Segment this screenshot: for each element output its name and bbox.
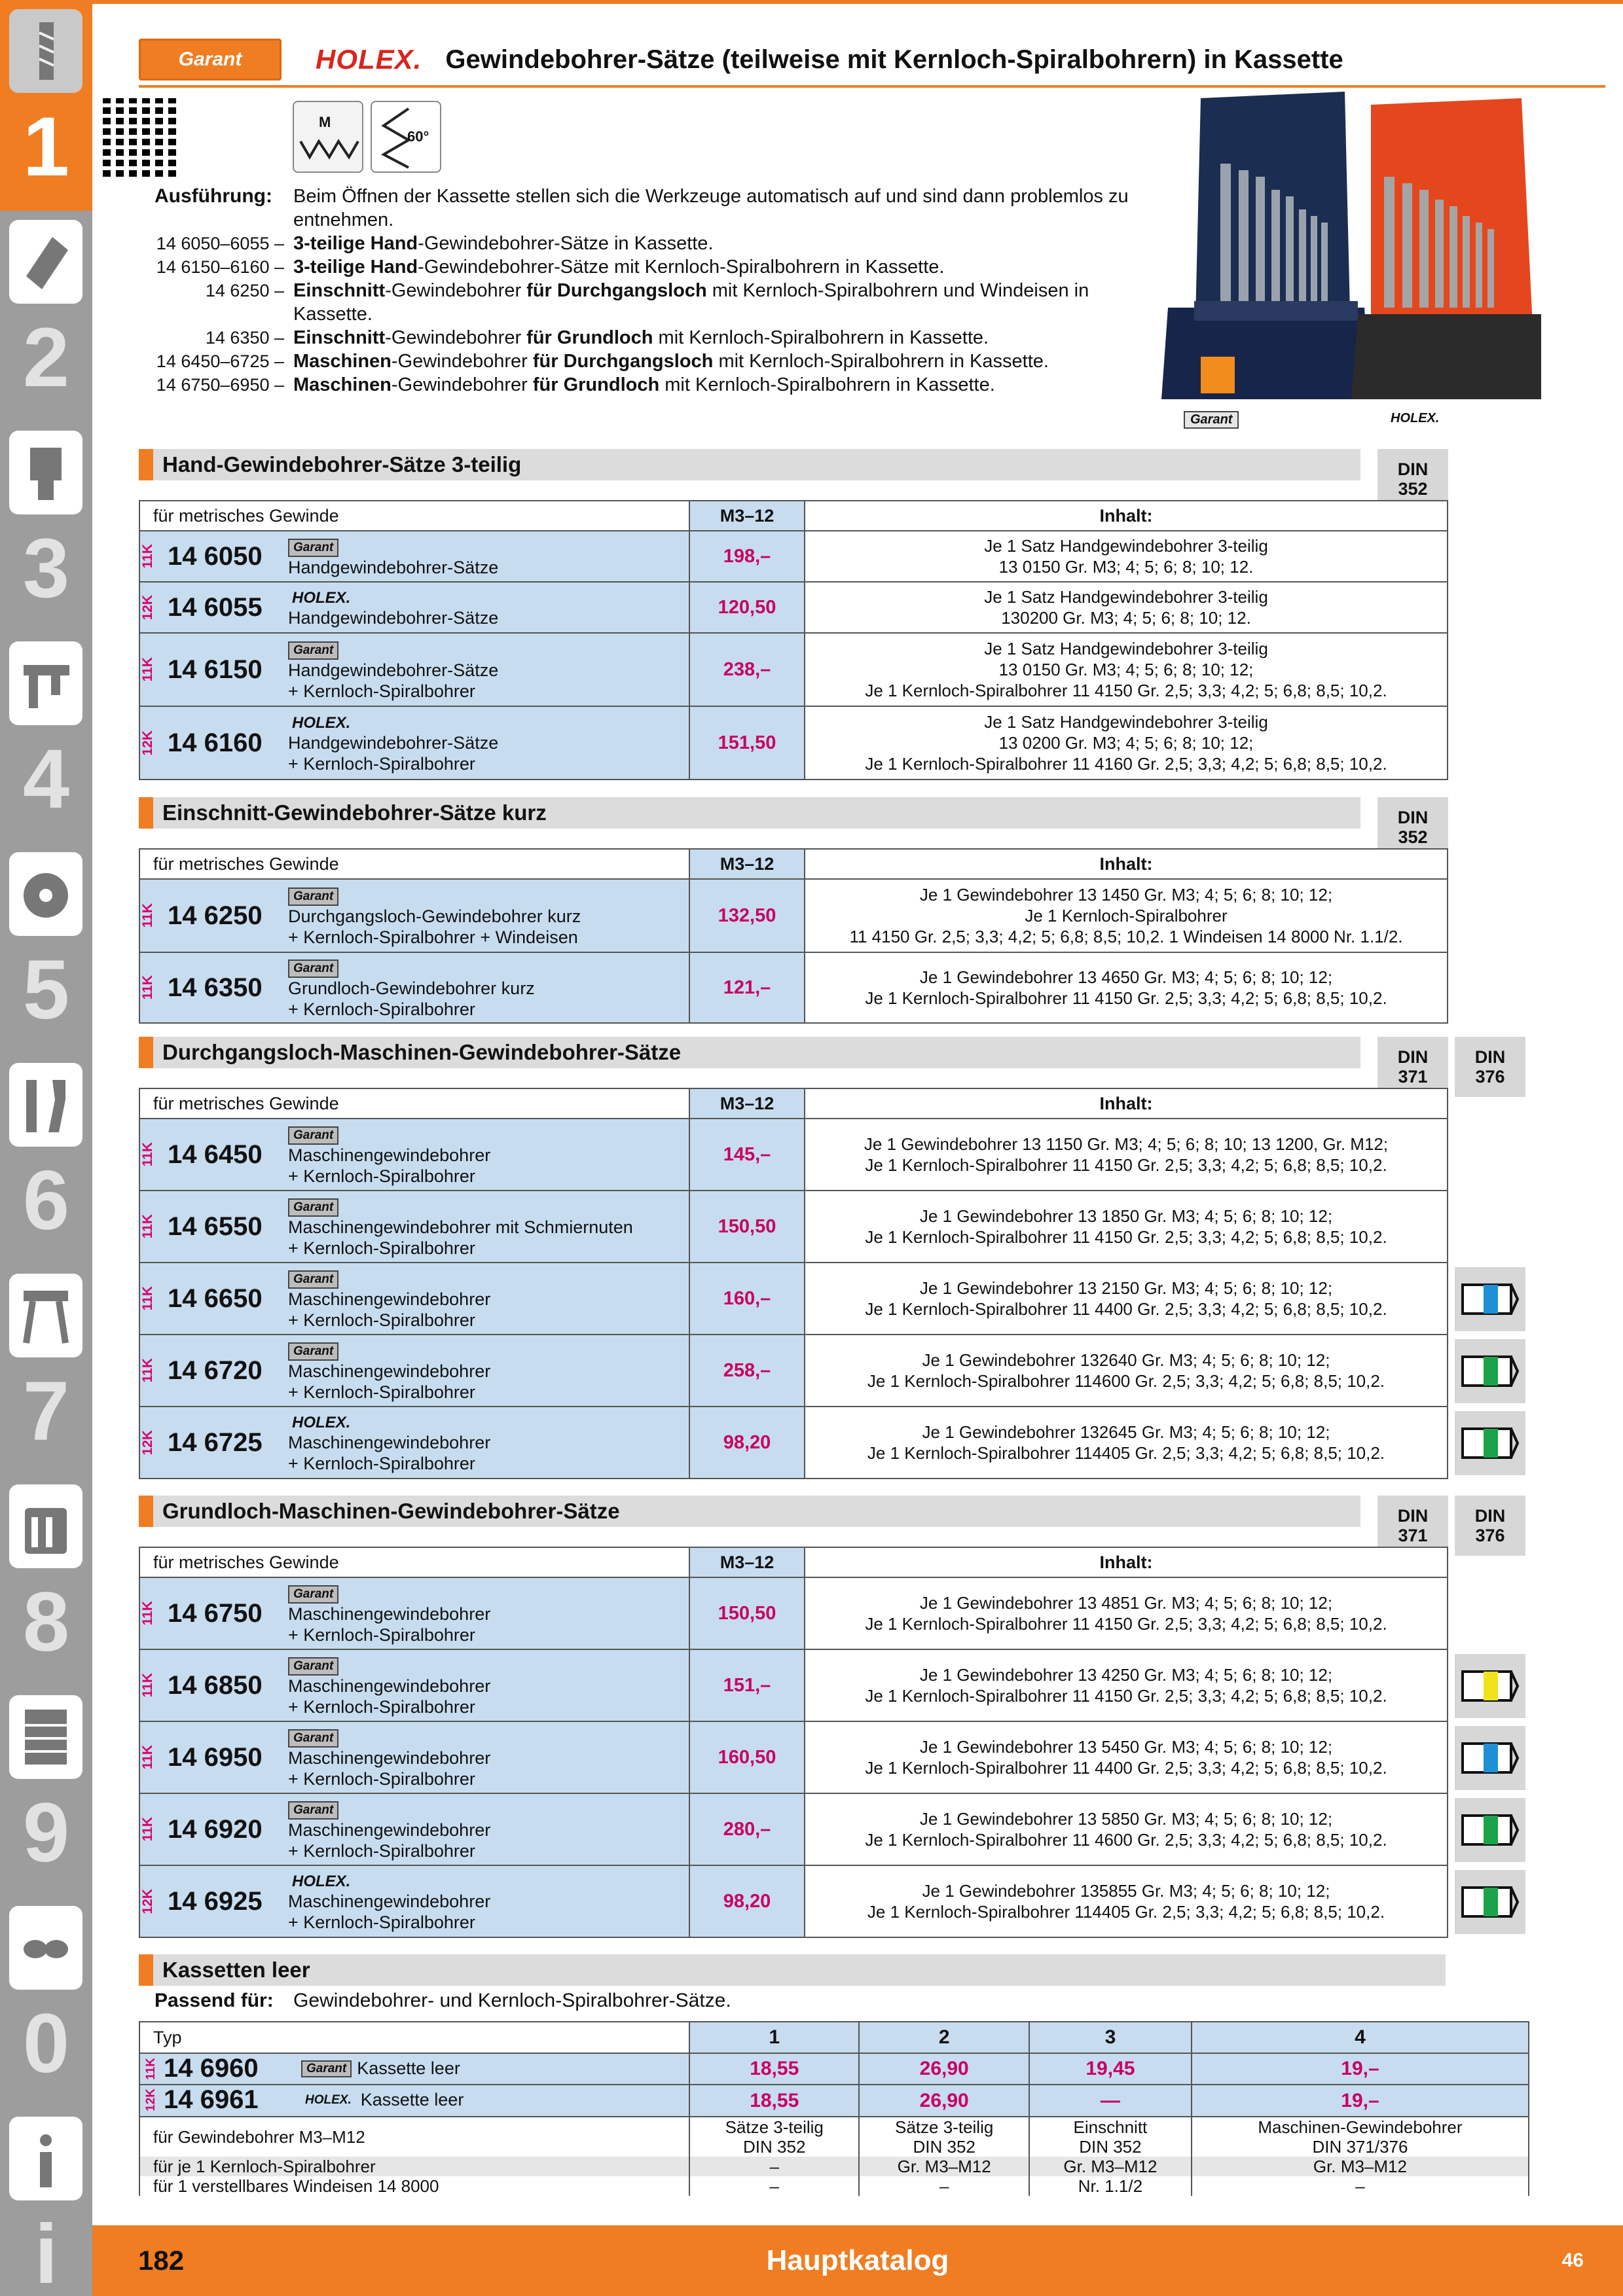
contents: Je 1 Gewindebohrer 13 2150 Gr. M3; 4; 5; 6; 8; 10; 12; Je 1 Kernloch-Spiralbohrer 11 4400 Gr. 2,5; 3,3; 4,2; 5; 6,8; 8,5; 10,2. (805, 1263, 1448, 1335)
catalog-name: Hauptkatalog (766, 2244, 949, 2276)
brand-logo: Garant (288, 960, 338, 978)
article-description: Garant Maschinengewindebohrer mit Schmiernuten + Kernloch-Spiralbohrer (288, 1194, 633, 1259)
article-description: Garant Maschinengewindebohrer + Kernloch-Spiralbohrer (288, 1266, 490, 1331)
article-description: HOLEX. Maschinengewindebohrer + Kernloch-Spiralbohrer (288, 1414, 491, 1473)
article-number: 14 6350 (168, 973, 263, 1002)
sidebar-chapter-2[interactable] (0, 211, 92, 422)
table-row[interactable] (139, 1119, 1448, 1191)
sidebar-chapter-0[interactable] (0, 1897, 92, 2108)
price-group: 11K (140, 1745, 155, 1770)
tap-color-ring-icon (1455, 1339, 1525, 1403)
brand-logo: Garant (288, 1270, 338, 1289)
table-row[interactable] (139, 1407, 1448, 1479)
info-row: für Gewindebohrer M3–M12 Sätze 3-teilig DIN 352 Sätze 3-teilig DIN 352 Einschnitt DIN 352 Maschinen-Gewindebohrer DIN 371/376 (139, 2117, 1529, 2157)
price-group: 12K (140, 730, 155, 756)
header-rule (139, 85, 1605, 88)
sidebar-chapter-9[interactable] (0, 1686, 92, 1897)
chapter-number: 0 (22, 1997, 70, 2090)
sidebar-chapter-4[interactable] (0, 632, 92, 843)
kassetten-table: Typ 1 2 3 4 11K 14 6960 Garant Kassette leer 18,55 26,90 19,45 19,– 12K 14 6961 HOLEX. Kassette leer 18,55 26,90 — 19,– für Gewindebohrer M3–M12 Sätze 3-teilig DIN 352 Sätze 3-teilig DIN 352 Einschnitt DIN 352 Maschinen-Gewindebohrer DIN 371/376 für je 1 Kernloch-Spiralbohrer – Gr. M3–M12 Gr. M3–M12 Gr. M3–M12 für 1 verstellbares Windeisen 14 8000 – – Nr. 1.1/2 – (139, 2021, 1529, 2196)
article-number: 14 6950 (168, 1742, 263, 1772)
brand-logo: Garant (288, 1585, 338, 1604)
chapter-number: 8 (22, 1575, 70, 1669)
price-group: 11K (140, 1358, 155, 1383)
product-table-2: für metrisches Gewinde M3–12 Inhalt: 11K 14 6250 Garant Durchgangsloch-Gewindebohrer kurz + Kernloch-Spiralbohrer + Windeisen 132,50 Je 1 Gewindebohrer 13 1450 Gr. M3; 4; 5; 6; 8; 10; 12; Je 1 Kernloch-Spiralbohrer 11 4150 Gr. 2,5; 3,3; 4,2; 5; 6,8; 8,5; 10,2. 1 Windeisen 14 8000 Nr. 1.1/2. 11K 14 6350 Garant Grundloch-Gewindebohrer kurz + Kernloch-Spiralbohrer 121,– Je 1 Gewindebohrer 13 4650 Gr. M3; 4; 5; 6; 8; 10; 12; Je 1 Kernloch-Spiralbohrer 11 4150 Gr. 2,5; 3,3; 4,2; 5; 6,8; 8,5; 10,2. (139, 848, 1448, 1024)
page-header (139, 37, 1343, 82)
brand-logo: HOLEX. (292, 1873, 351, 1890)
article-number: 14 6450 (168, 1139, 263, 1169)
contents: Je 1 Gewindebohrer 13 1450 Gr. M3; 4; 5; 6; 8; 10; 12; Je 1 Kernloch-Spiralbohrer 11 4150 Gr. 2,5; 3,3; 4,2; 5; 6,8; 8,5; 10,2. 1 Windeisen 14 8000 Nr. 1.1/2. (805, 879, 1448, 952)
price: 151,– (689, 1649, 805, 1721)
article-description: HOLEX. Maschinengewindebohrer + Kernloch-Spiralbohrer (288, 1873, 491, 1932)
brand-logo: Garant (288, 539, 338, 557)
contents: Je 1 Gewindebohrer 13 4851 Gr. M3; 4; 5; 6; 8; 10; 12; Je 1 Kernloch-Spiralbohrer 11 4150 Gr. 2,5; 3,3; 4,2; 5; 6,8; 8,5; 10,2. (805, 1577, 1448, 1649)
chapter-number: 4 (22, 732, 70, 826)
article-description: HOLEX. Handgewindebohrer-Sätze (288, 589, 499, 628)
contents: Je 1 Gewindebohrer 13 4250 Gr. M3; 4; 5; 6; 8; 10; 12; Je 1 Kernloch-Spiralbohrer 11 4150 Gr. 2,5; 3,3; 4,2; 5; 6,8; 8,5; 10,2. (805, 1649, 1448, 1721)
price: 98,20 (689, 1865, 805, 1937)
article-description: Garant Handgewindebohrer-Sätze (288, 535, 498, 578)
contents: Je 1 Satz Handgewindebohrer 3-teilig 13 0200 Gr. M3; 4; 5; 6; 8; 10; 12; Je 1 Kernloch-Spiralbohrer 11 4160 Gr. 2,5; 3,3; 4,2; 5; 6,8; 8,5; 10,2. (805, 706, 1448, 780)
table-row[interactable] (139, 633, 1448, 706)
table-row[interactable]: 11K 14 6960 Garant Kassette leer 18,55 26,90 19,45 19,– (139, 2053, 1529, 2085)
grinding-disc-icon (9, 852, 82, 936)
price: 160,50 (689, 1721, 805, 1793)
article-description: Garant Maschinengewindebohrer + Kernloch-Spiralbohrer (288, 1797, 490, 1861)
chapter-number: i (34, 2208, 58, 2296)
price: 150,50 (689, 1191, 805, 1263)
table-row[interactable] (139, 1263, 1448, 1335)
contents: Je 1 Gewindebohrer 13 5450 Gr. M3; 4; 5; 6; 8; 10; 12; Je 1 Kernloch-Spiralbohrer 11 4400 Gr. 2,5; 3,3; 4,2; 5; 6,8; 8,5; 10,2. (805, 1721, 1448, 1793)
price-group: 11K (140, 1142, 155, 1167)
brand-logo: Garant (288, 1729, 338, 1748)
brand-logo: Garant (288, 1801, 338, 1820)
ausfuehrung-row: 14 6350 – Einschnitt-Gewindebohrer für Grundloch mit Kernloch-Spiralbohrern in Kassette. (205, 327, 989, 348)
chapter-number: 6 (22, 1154, 70, 1247)
article-description: Garant Durchgangsloch-Gewindebohrer kurz + Kernloch-Spiralbohrer + Windeisen (288, 884, 581, 948)
sidebar-chapter-7[interactable] (0, 1265, 92, 1475)
table-row[interactable] (139, 1577, 1448, 1649)
table-row[interactable] (139, 706, 1448, 780)
contents: Je 1 Satz Handgewindebohrer 3-teilig 130200 Gr. M3; 4; 5; 6; 8; 10; 12. (805, 582, 1448, 633)
article-description: Garant Handgewindebohrer-Sätze + Kernloch-Spiralbohrer (288, 637, 498, 702)
sidebar-chapter-5[interactable] (0, 843, 92, 1054)
price-group: 11K (140, 975, 155, 1000)
section-heading-kassetten: Kassetten leer (139, 1954, 1446, 1986)
article-description: Garant Maschinengewindebohrer + Kernloch-Spiralbohrer (288, 1725, 490, 1789)
insert-icon (9, 220, 82, 304)
article-number: 14 6725 (168, 1427, 263, 1457)
price: 121,– (689, 952, 805, 1023)
ausfuehrung-row: 14 6050–6055 – 3-teilige Hand-Gewindebohrer-Sätze in Kassette. (156, 233, 714, 254)
brand-logo: Garant (288, 1342, 338, 1361)
section-heading-4: Grundloch-Maschinen-Gewindebohrer-Sätze (139, 1496, 1360, 1527)
contents: Je 1 Gewindebohrer 132645 Gr. M3; 4; 5; 6; 8; 10; 12; Je 1 Kernloch-Spiralbohrer 114405 Gr. 2,5; 3,3; 4,2; 5; 6,8; 8,5; 10,2. (805, 1407, 1448, 1479)
price: 19,45 (1029, 2053, 1192, 2085)
tap-color-ring-icon (1455, 1411, 1525, 1475)
wrench-icon (9, 1063, 82, 1147)
din-badge: DIN 376 (1455, 1037, 1525, 1097)
chapter-number: 9 (22, 1786, 70, 1880)
drill-icon (9, 9, 82, 93)
price: 18,55 (689, 2085, 859, 2117)
price-group: 11K (140, 1214, 155, 1239)
price: 26,90 (859, 2085, 1029, 2117)
brand-logo: Garant (288, 1657, 338, 1676)
article-number: 14 6850 (168, 1670, 263, 1700)
caliper-icon (9, 641, 82, 725)
ausfuehrung-row: 14 6750–6950 – Maschinen-Gewindebohrer für Grundloch mit Kernloch-Spiralbohrern in Kassette. (156, 374, 995, 395)
din-badge: DIN 376 (1455, 1496, 1525, 1556)
tap-color-ring-icon (1455, 1798, 1525, 1862)
sidebar-chapter-i[interactable] (0, 2108, 92, 2296)
article-number: 14 6250 (168, 901, 263, 930)
cabinet-icon (9, 1695, 82, 1779)
price-group: 11K (140, 657, 155, 682)
table-row[interactable] (139, 1793, 1448, 1865)
image-holex-logo: HOLEX. (1391, 411, 1440, 425)
article-description: Garant Maschinengewindebohrer + Kernloch-Spiralbohrer (288, 1581, 490, 1645)
chapter-number: 1 (22, 100, 70, 194)
price: 160,– (689, 1263, 805, 1335)
table-row[interactable]: 12K 14 6961 HOLEX. Kassette leer 18,55 26,90 — 19,– (139, 2085, 1529, 2117)
din-badge: DIN 371 (1377, 1037, 1448, 1097)
price: 145,– (689, 1119, 805, 1191)
sidebar-chapter-8[interactable] (0, 1475, 92, 1686)
table-row[interactable] (139, 1335, 1448, 1407)
info-row: für 1 verstellbares Windeisen 14 8000 – – Nr. 1.1/2 – (139, 2176, 1529, 2196)
price-group: 11K (140, 1286, 155, 1311)
sidebar-chapter-3[interactable] (0, 422, 92, 632)
info-icon (9, 2117, 82, 2200)
article-number: 14 6720 (168, 1355, 263, 1385)
table-row[interactable] (139, 531, 1448, 582)
ausfuehrung-text: Beim Öffnen der Kassette stellen sich die Werkzeuge automatisch auf und sind dann problemlos zu entnehmen. (293, 186, 1129, 230)
price-group: 11K (140, 1673, 155, 1698)
thread-angle-icon: 60° (371, 101, 441, 173)
brand-logo: HOLEX. (292, 589, 351, 607)
article-number: 14 6160 (168, 728, 263, 757)
passend-fuer: Passend für: Gewindebohrer- und Kernloch-Spiralbohrer-Sätze. (155, 1990, 731, 2011)
brand-logo: HOLEX. (292, 714, 351, 732)
article-number: 14 6150 (168, 655, 263, 684)
table-row[interactable] (139, 1649, 1448, 1721)
page-number: 182 (138, 2245, 185, 2276)
price: 98,20 (689, 1407, 805, 1479)
price-group: 11K (140, 544, 155, 569)
ausfuehrung-block (155, 185, 1137, 397)
price: 19,– (1192, 2085, 1529, 2117)
contents: Je 1 Gewindebohrer 13 4650 Gr. M3; 4; 5; 6; 8; 10; 12; Je 1 Kernloch-Spiralbohrer 11 4150 Gr. 2,5; 3,3; 4,2; 5; 6,8; 8,5; 10,2. (805, 952, 1448, 1023)
info-row: für je 1 Kernloch-Spiralbohrer – Gr. M3–M12 Gr. M3–M12 Gr. M3–M12 (139, 2157, 1529, 2176)
garant-logo: Garant (139, 39, 282, 81)
image-garant-logo: Garant (1184, 411, 1239, 429)
article-number: 14 6750 (168, 1598, 263, 1628)
sidebar-chapter-6[interactable] (0, 1054, 92, 1265)
table-row[interactable] (139, 1721, 1448, 1793)
sidebar-chapter-1[interactable] (0, 0, 92, 211)
table-row[interactable] (139, 1865, 1448, 1937)
section-heading-2: Einschnitt-Gewindebohrer-Sätze kurz (139, 797, 1360, 829)
table-row[interactable] (139, 582, 1448, 633)
price: — (1029, 2085, 1192, 2117)
brand-logo: Garant (288, 641, 338, 660)
price-group: 11K (140, 1817, 155, 1842)
contents: Je 1 Gewindebohrer 13 1150 Gr. M3; 4; 5; 6; 8; 10; 13 1200, Gr. M12; Je 1 Kernloch-Spiralbohrer 11 4150 Gr. 2,5; 3,3; 4,2; 5; 6,8; 8,5; 10,2. (805, 1119, 1448, 1191)
brand-logo: Garant (288, 888, 338, 906)
ausfuehrung-row: 14 6250 – Einschnitt-Gewindebohrer für Durchgangsloch mit Kernloch-Spiralbohrern und Windeisen in Kassette. (205, 280, 1089, 325)
table-row[interactable] (139, 879, 1448, 952)
safety-glasses-icon (9, 1906, 82, 1990)
brand-logo: Garant (288, 1126, 338, 1145)
metric-thread-icon: M (293, 101, 363, 173)
article-number: 14 6925 (168, 1886, 263, 1916)
price: 132,50 (689, 879, 805, 952)
article-number: 14 6050 (168, 541, 263, 571)
article-number: 14 6550 (168, 1211, 263, 1241)
article-number: 14 6920 (168, 1814, 263, 1844)
tap-color-ring-icon (1455, 1267, 1525, 1331)
chapter-number: 7 (22, 1365, 70, 1458)
toolbox-icon (9, 1484, 82, 1568)
qr-code-icon[interactable] (103, 98, 181, 177)
price: 151,50 (689, 706, 805, 780)
tap-color-ring-icon (1455, 1726, 1525, 1790)
contents: Je 1 Gewindebohrer 135855 Gr. M3; 4; 5; 6; 8; 10; 12; Je 1 Kernloch-Spiralbohrer 114405 Gr. 2,5; 3,3; 4,2; 5; 6,8; 8,5; 10,2. (805, 1865, 1448, 1937)
tap-color-ring-icon (1455, 1654, 1525, 1718)
price: 19,– (1192, 2053, 1529, 2085)
product-table-3: für metrisches Gewinde M3–12 Inhalt: 11K 14 6450 Garant Maschinengewindebohrer + Kernloch-Spiralbohrer 145,– Je 1 Gewindebohrer 13 1150 Gr. M3; 4; 5; 6; 8; 10; 13 1200, Gr. M12; Je 1 Kernloch-Spiralbohrer 11 4150 Gr. 2,5; 3,3; 4,2; 5; 6,8; 8,5; 10,2. 11K 14 6550 Garant Maschinengewindebohrer mit Schmiernuten + Kernloch-Spiralbohrer 150,50 Je 1 Gewindebohrer 13 1850 Gr. M3; 4; 5; 6; 8; 10; 12; Je 1 Kernloch-Spiralbohrer 11 4150 Gr. 2,5; 3,3; 4,2; 5; 6,8; 8,5; 10,2. 11K 14 6650 Garant Maschinengewindebohrer + Kernloch-Spiralbohrer 160,– Je 1 Gewindebohrer 13 2150 Gr. M3; 4; 5; 6; 8; 10; 12; Je 1 Kernloch-Spiralbohrer 11 4400 Gr. 2,5; 3,3; 4,2; 5; 6,8; 8,5; 10,2. 11K 14 6720 Garant Maschinengewindebohrer + Kernloch-Spiralbohrer 258,– Je 1 Gewindebohrer 132640 Gr. M3; 4; 5; 6; 8; 10; 12; Je 1 Kernloch-Spiralbohrer 114600 Gr. 2,5; 3,3; 4,2; 5; 6,8; 8,5; 10,2. 12K 14 6725 HOLEX. Maschinengewindebohrer + Kernloch-Spiralbohrer 98,20 Je 1 Gewindebohrer 132645 Gr. M3; 4; 5; 6; 8; 10; 12; Je 1 Kernloch-Spiralbohrer 114405 Gr. 2,5; 3,3; 4,2; 5; 6,8; 8,5; 10,2. (139, 1088, 1448, 1479)
product-table-1: für metrisches Gewinde M3–12 Inhalt: 11K 14 6050 Garant Handgewindebohrer-Sätze 198,– Je 1 Satz Handgewindebohrer 3-teilig 13 0150 Gr. M3; 4; 5; 6; 8; 10; 12. 12K 14 6055 HOLEX. Handgewindebohrer-Sätze 120,50 Je 1 Satz Handgewindebohrer 3-teilig 130200 Gr. M3; 4; 5; 6; 8; 10; 12. 11K 14 6150 Garant Handgewindebohrer-Sätze + Kernloch-Spiralbohrer 238,– Je 1 Satz Handgewindebohrer 3-teilig 13 0150 Gr. M3; 4; 5; 6; 8; 10; 12; Je 1 Kernloch-Spiralbohrer 11 4150 Gr. 2,5; 3,3; 4,2; 5; 6,8; 8,5; 10,2. 12K 14 6160 HOLEX. Handgewindebohrer-Sätze + Kernloch-Spiralbohrer 151,50 Je 1 Satz Handgewindebohrer 3-teilig 13 0200 Gr. M3; 4; 5; 6; 8; 10; 12; Je 1 Kernloch-Spiralbohrer 11 4160 Gr. 2,5; 3,3; 4,2; 5; 6,8; 8,5; 10,2. (139, 500, 1448, 780)
price-group: 11K (140, 903, 155, 928)
tap-color-ring-icon (1455, 1870, 1525, 1934)
brand-logo: HOLEX. (292, 1414, 351, 1431)
article-description: Garant Grundloch-Gewindebohrer kurz + Kernloch-Spiralbohrer (288, 956, 535, 1020)
contents: Je 1 Satz Handgewindebohrer 3-teilig 13 0150 Gr. M3; 4; 5; 6; 8; 10; 12. (805, 531, 1448, 582)
chuck-icon (9, 431, 82, 514)
article-description: Garant Maschinengewindebohrer + Kernloch-Spiralbohrer (288, 1122, 490, 1187)
pliers-icon (9, 1274, 82, 1357)
chapter-number: 2 (22, 311, 70, 404)
table-row[interactable] (139, 952, 1448, 1023)
ausfuehrung-row: 14 6450–6725 – Maschinen-Gewindebohrer für Durchgangsloch mit Kernloch-Spiralbohrern in Kassette. (156, 351, 1049, 372)
ausfuehrung-row: 14 6150–6160 – 3-teilige Hand-Gewindebohrer-Sätze mit Kernloch-Spiralbohrern in Kassette. (156, 257, 945, 278)
price: 280,– (689, 1793, 805, 1865)
product-table-4: für metrisches Gewinde M3–12 Inhalt: 11K 14 6750 Garant Maschinengewindebohrer + Kernloch-Spiralbohrer 150,50 Je 1 Gewindebohrer 13 4851 Gr. M3; 4; 5; 6; 8; 10; 12; Je 1 Kernloch-Spiralbohrer 11 4150 Gr. 2,5; 3,3; 4,2; 5; 6,8; 8,5; 10,2. 11K 14 6850 Garant Maschinengewindebohrer + Kernloch-Spiralbohrer 151,– Je 1 Gewindebohrer 13 4250 Gr. M3; 4; 5; 6; 8; 10; 12; Je 1 Kernloch-Spiralbohrer 11 4150 Gr. 2,5; 3,3; 4,2; 5; 6,8; 8,5; 10,2. 11K 14 6950 Garant Maschinengewindebohrer + Kernloch-Spiralbohrer 160,50 Je 1 Gewindebohrer 13 5450 Gr. M3; 4; 5; 6; 8; 10; 12; Je 1 Kernloch-Spiralbohrer 11 4400 Gr. 2,5; 3,3; 4,2; 5; 6,8; 8,5; 10,2. 11K 14 6920 Garant Maschinengewindebohrer + Kernloch-Spiralbohrer 280,– Je 1 Gewindebohrer 13 5850 Gr. M3; 4; 5; 6; 8; 10; 12; Je 1 Kernloch-Spiralbohrer 11 4600 Gr. 2,5; 3,3; 4,2; 5; 6,8; 8,5; 10,2. 12K 14 6925 HOLEX. Maschinengewindebohrer + Kernloch-Spiralbohrer 98,20 Je 1 Gewindebohrer 135855 Gr. M3; 4; 5; 6; 8; 10; 12; Je 1 Kernloch-Spiralbohrer 114405 Gr. 2,5; 3,3; 4,2; 5; 6,8; 8,5; 10,2. (139, 1547, 1448, 1938)
chapter-number: 5 (22, 943, 70, 1037)
din-badge: DIN 352 (1377, 449, 1448, 509)
price-group: 12K (140, 1888, 155, 1914)
price: 258,– (689, 1335, 805, 1407)
din-badge: DIN 352 (1377, 797, 1448, 857)
contents: Je 1 Satz Handgewindebohrer 3-teilig 13 0150 Gr. M3; 4; 5; 6; 8; 10; 12; Je 1 Kernloch-Spiralbohrer 11 4150 Gr. 2,5; 3,3; 4,2; 5; 6,8; 8,5; 10,2. (805, 633, 1448, 706)
section-heading-3: Durchgangsloch-Maschinen-Gewindebohrer-Sätze (139, 1037, 1360, 1068)
price: 26,90 (859, 2053, 1029, 2085)
table-row[interactable] (139, 1191, 1448, 1263)
price-group: 12K (140, 1429, 155, 1456)
chapter-sidebar (0, 0, 92, 2296)
contents: Je 1 Gewindebohrer 13 5850 Gr. M3; 4; 5; 6; 8; 10; 12; Je 1 Kernloch-Spiralbohrer 11 4600 Gr. 2,5; 3,3; 4,2; 5; 6,8; 8,5; 10,2. (805, 1793, 1448, 1865)
page-title: Gewindebohrer-Sätze (teilweise mit Kernloch-Spiralbohrern) in Kassette (445, 45, 1343, 74)
price-group: 11K (140, 1601, 155, 1626)
top-rule (92, 0, 1623, 4)
page-footer (92, 2225, 1623, 2296)
price: 238,– (689, 633, 805, 706)
contents: Je 1 Gewindebohrer 13 1850 Gr. M3; 4; 5; 6; 8; 10; 12; Je 1 Kernloch-Spiralbohrer 11 4150 Gr. 2,5; 3,3; 4,2; 5; 6,8; 8,5; 10,2. (805, 1191, 1448, 1263)
price: 150,50 (689, 1577, 805, 1649)
article-number: 14 6055 (168, 592, 263, 622)
article-description: Garant Maschinengewindebohrer + Kernloch-Spiralbohrer (288, 1653, 490, 1717)
brand-logo: Garant (288, 1198, 338, 1217)
price-group: 12K (140, 594, 155, 620)
article-description: Garant Maschinengewindebohrer + Kernloch-Spiralbohrer (288, 1338, 490, 1403)
price: 198,– (689, 531, 805, 582)
contents: Je 1 Gewindebohrer 132640 Gr. M3; 4; 5; 6; 8; 10; 12; Je 1 Kernloch-Spiralbohrer 114600 Gr. 2,5; 3,3; 4,2; 5; 6,8; 8,5; 10,2. (805, 1335, 1448, 1407)
ausfuehrung-label: Ausführung: (155, 185, 272, 207)
article-number: 14 6650 (168, 1283, 263, 1313)
tap-set-cassettes-image (1155, 92, 1541, 412)
price: 120,50 (689, 582, 805, 633)
holex-logo: HOLEX. (316, 44, 422, 75)
price: 18,55 (689, 2053, 859, 2085)
section-heading-1: Hand-Gewindebohrer-Sätze 3-teilig (139, 449, 1360, 480)
article-description: HOLEX. Handgewindebohrer-Sätze + Kernloch-Spiralbohrer (288, 714, 499, 774)
chapter-number: 3 (22, 522, 70, 615)
section-page: 46 (1561, 2250, 1584, 2271)
din-badge: DIN 371 (1377, 1496, 1448, 1556)
